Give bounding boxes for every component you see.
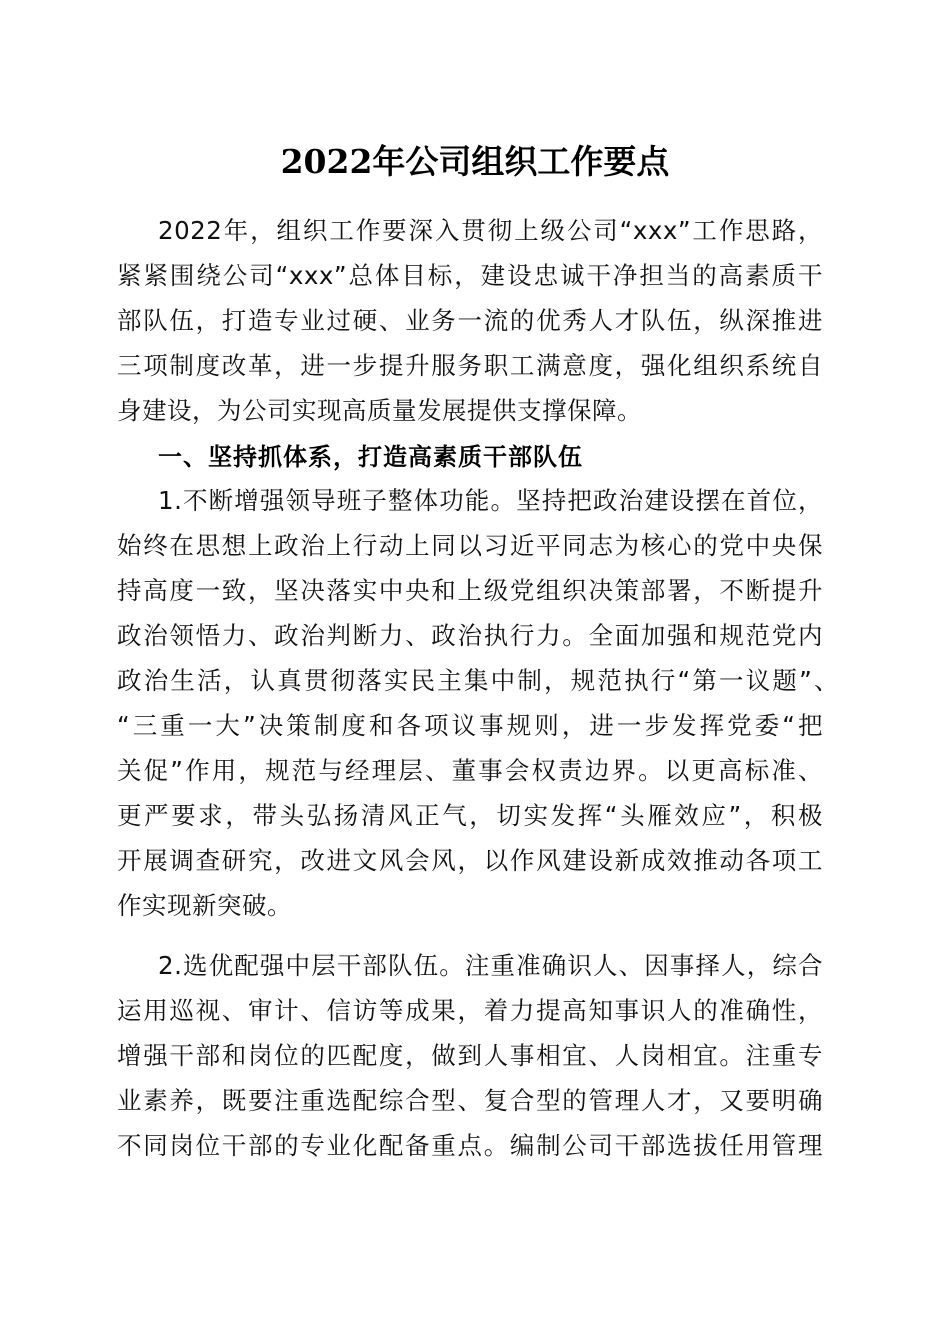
section-heading: 一、坚持抓体系，打造高素质干部队伍 — [158, 443, 583, 471]
paragraph-line: 1.不断增强领导班子整体功能。坚持把政治建设摆在首位， — [158, 486, 823, 515]
paragraph-line: 关促”作用，规范与经理层、董事会权责边界。以更高标准、 — [117, 756, 823, 785]
paragraph-line: 增强干部和岗位的匹配度，做到人事相宜、人岗相宜。注重专 — [117, 1041, 823, 1070]
paragraph-line: 部队伍，打造专业过硬、业务一流的优秀人才队伍，纵深推进 — [117, 306, 823, 335]
paragraph-line: 业素养，既要注重选配综合型、复合型的管理人才，又要明确 — [117, 1086, 823, 1115]
paragraph-line: 紧紧围绕公司“xxx”总体目标，建设忠诚干净担当的高素质干 — [117, 261, 823, 290]
paragraph-line: 作实现新突破。 — [117, 891, 292, 920]
paragraph-line: 三项制度改革，进一步提升服务职工满意度，强化组织系统自 — [117, 351, 823, 380]
paragraph-line: 政治生活，认真贯彻落实民主集中制，规范执行“第一议题”、 — [117, 666, 839, 695]
paragraph-line: 更严要求，带头弘扬清风正气，切实发挥“头雁效应”，积极 — [117, 801, 823, 830]
paragraph-line: 2.选优配强中层干部队伍。注重准确识人、因事择人，综合 — [158, 951, 823, 980]
paragraph-line: 开展调查研究，改进文风会风，以作风建设新成效推动各项工 — [117, 846, 823, 875]
paragraph-line: 身建设，为公司实现高质量发展提供支撑保障。 — [117, 396, 642, 425]
paragraph-line: 政治领悟力、政治判断力、政治执行力。全面加强和规范党内 — [117, 621, 823, 650]
paragraph-line: 运用巡视、审计、信访等成果，着力提高知事识人的准确性， — [117, 996, 823, 1025]
document-title: 2022年公司组织工作要点 — [280, 142, 670, 181]
paragraph-line: 持高度一致，坚决落实中央和上级党组织决策部署，不断提升 — [117, 576, 823, 605]
paragraph-line: 2022年，组织工作要深入贯彻上级公司“xxx”工作思路， — [158, 216, 823, 245]
paragraph-line: “三重一大”决策制度和各项议事规则，进一步发挥党委“把 — [117, 711, 823, 740]
paragraph-line: 不同岗位干部的专业化配备重点。编制公司干部选拔任用管理 — [117, 1131, 823, 1160]
paragraph-line: 始终在思想上政治上行动上同以习近平同志为核心的党中央保 — [117, 531, 823, 560]
